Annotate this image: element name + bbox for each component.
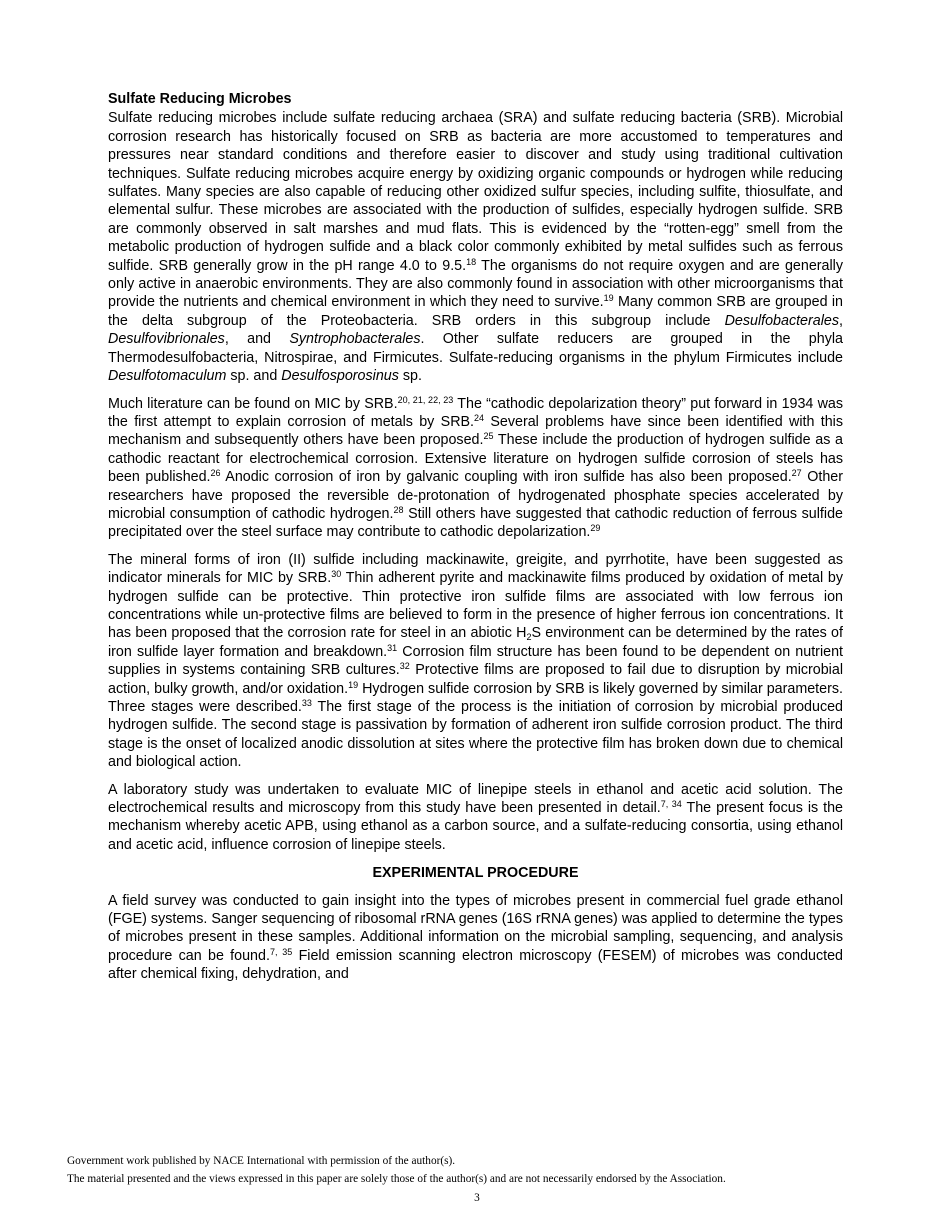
- text: The “cathodic depolarization theory” put forward in 1934 was the first attempt to explain corrosion of metals by SRB.: [108, 395, 844, 430]
- taxon-name: Desulfovibrionales: [108, 331, 225, 348]
- section-heading-experimental-procedure: EXPERIMENTAL PROCEDURE: [372, 865, 579, 882]
- text: ,: [839, 312, 843, 329]
- reference-superscript: 27: [791, 468, 802, 479]
- text: Sulfate reducing microbes include sulfate reducing archaea (SRA) and sulfate reducing bacteria (SRB). Microbial corrosion research has historically focused on SRB as bacteria are more accustomed to temperatures and pressures near standard conditions and therefore easier to discover and study using traditional cultivation techniques. Sulfate reducing microbes acquire energy by oxidizing organic compounds or hydrogen while reducing sulfates. Many species are also capable of reducing other oxidized sulfur species, including sulfite, thiosulfate, and elemental sulfur. These microbes are associated with the production of sulfides, especially hydrogen sulfide. SRB are commonly observed in salt marshes and mud flats. This is evidenced by the “rotten-egg” smell from the metabolic production of hydrogen sulfide and a black color commonly exhibited by metal sulfides such as ferrous sulfide. SRB generally grow in the pH range 4.0 to 9.5.: [108, 110, 843, 274]
- text: These include the production of hydrogen sulfide as a cathodic reactant for electrochemical corrosion. Extensive literature on hydrogen sulfide corrosion of steels has been published.: [108, 432, 844, 486]
- reference-superscript: 7, 35: [269, 946, 293, 957]
- reference-superscript: 31: [387, 642, 398, 653]
- subscript: 2: [526, 632, 532, 643]
- text: Corrosion film structure has been found to be dependent on nutrient supplies in systems containing SRB cultures.: [108, 643, 843, 679]
- text: Hydrogen sulfide corrosion by SRB is likely governed by similar parameters. Three stages were described.: [108, 680, 843, 715]
- page-body: [108, 90, 843, 993]
- reference-superscript: 19: [348, 679, 359, 690]
- page-footer: [67, 1153, 887, 1208]
- reference-superscript: 28: [393, 504, 404, 515]
- text: sp.: [398, 368, 422, 385]
- text: . Other sulfate reducers are grouped in the phyla Thermodesulfobacteria, Nitrospirae, and Firmicutes. Sulfate-reducing organisms in the phylum Firmicutes include: [108, 331, 843, 366]
- reference-superscript: 20, 21, 22, 23: [397, 394, 454, 405]
- text: The organisms do not require oxygen and are generally only active in anaerobic environments. They are also commonly found in association with other microorganisms that provide the nutrients and chemical environment in which they need to survive.: [108, 257, 843, 311]
- footer-disclaimer: The material presented and the views expressed in this paper are solely those of the author(s) and are not necessarily endorsed by the Association.: [67, 1172, 726, 1185]
- text: The present focus is the mechanism whereby acetic APB, using ethanol as a carbon source, and a sulfate-reducing consortia, using ethanol and acetic acid, influence corrosion of linepipe steels.: [108, 800, 843, 853]
- text: sp. and: [226, 368, 282, 385]
- reference-superscript: 19: [603, 293, 614, 304]
- text: Still others have suggested that cathodic reduction of ferrous sulfide precipitated over the steel surface may contribute to cathodic depolarization.: [108, 505, 843, 541]
- text: , and: [224, 331, 290, 348]
- reference-superscript: 7, 34: [660, 799, 682, 810]
- text: S environment can be determined by the rates of iron sulfide layer formation and breakdown.: [108, 625, 843, 660]
- paragraph-laboratory-study: [108, 781, 843, 855]
- reference-superscript: 30: [331, 569, 342, 580]
- reference-superscript: 25: [483, 431, 494, 442]
- text: The first stage of the process is the initiation of corrosion by microbial produced hydrogen sulfide. The second stage is passivation by formation of adherent iron sulfide corrosion product. The third stage is the onset of localized anodic dissolution at sites where the protective film has broken down due to chemical and biological action.: [108, 699, 843, 771]
- page-number: 3: [474, 1192, 480, 1204]
- paragraph-iron-sulfide-minerals: [108, 551, 843, 772]
- text: Thin adherent pyrite and mackinawite films produced by oxidation of metal by hydrogen sulfide can be protective. Thin protective iron sulfide films are associated with low ferrous ion concentrations while un-protective films are believed to form in the presence of higher ferrous ion concentrations. It has been proposed that the corrosion rate for steel in an abiotic H: [108, 570, 843, 642]
- paragraph-sulfate-reducing-microbes: [108, 109, 843, 385]
- taxon-name: Desulfosporosinus: [281, 368, 399, 385]
- text: Field emission scanning electron microscopy (FESEM) of microbes was conducted after chemical fixing, dehydration, and: [108, 947, 843, 983]
- text: Anodic corrosion of iron by galvanic coupling with iron sulfide has also been proposed.: [220, 469, 792, 486]
- text: Protective films are proposed to fail due to disruption by microbial action, bulky growth, and/or oxidation.: [108, 662, 843, 697]
- taxon-name: Syntrophobacterales: [289, 331, 421, 348]
- reference-superscript: 29: [590, 523, 601, 534]
- reference-superscript: 18: [466, 256, 477, 267]
- taxon-name: Desulfobacterales: [724, 312, 840, 329]
- text: A field survey was conducted to gain insight into the types of microbes present in commercial fuel grade ethanol (FGE) systems. Sanger sequencing of ribosomal rRNA genes (16S rRNA genes) was applied to determine the types of microbes present in these samples. Additional information on the microbial sampling, sequencing, and analysis procedure can be found.: [108, 892, 843, 964]
- text: Much literature can be found on MIC by SRB.: [108, 395, 398, 412]
- paragraph-field-survey: [108, 892, 843, 984]
- text: A laboratory study was undertaken to evaluate MIC of linepipe steels in ethanol and acetic acid solution. The electrochemical results and microscopy from this study have been presented in detail.: [108, 781, 843, 817]
- reference-superscript: 24: [474, 412, 485, 423]
- text: The mineral forms of iron (II) sulfide including mackinawite, greigite, and pyrrhotite, have been suggested as indicator minerals for MIC by SRB.: [108, 551, 843, 587]
- paragraph-mic-by-srb: [108, 395, 843, 542]
- taxon-name: Desulfotomaculum: [108, 368, 227, 385]
- reference-superscript: 32: [399, 661, 410, 672]
- text: Other researchers have proposed the reversible de-protonation of hydrogenated phosphate species accelerated by microbial consumption of cathodic hydrogen.: [108, 469, 843, 522]
- reference-superscript: 33: [301, 698, 312, 708]
- reference-superscript: 26: [210, 468, 221, 479]
- section-heading-sulfate-reducing-microbes: Sulfate Reducing Microbes: [108, 91, 292, 107]
- text: Many common SRB are grouped in the delta subgroup of the Proteobacteria. SRB orders in this subgroup include: [108, 294, 843, 329]
- footer-publication-note: Government work published by NACE International with permission of the author(s).: [67, 1155, 456, 1167]
- text: Several problems have since been identified with this mechanism and subsequently others have been proposed.: [108, 413, 843, 449]
